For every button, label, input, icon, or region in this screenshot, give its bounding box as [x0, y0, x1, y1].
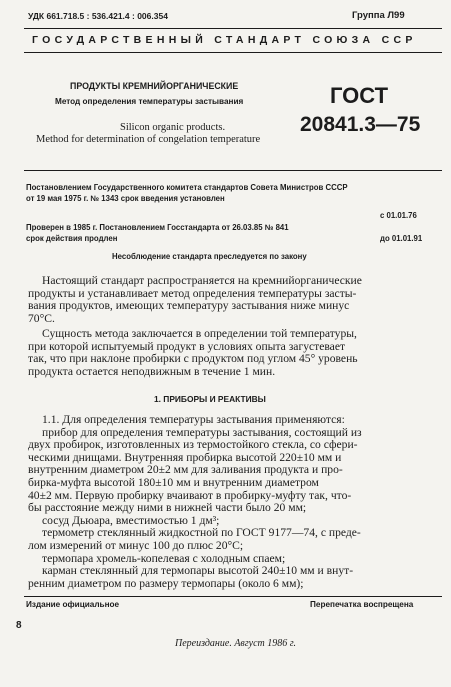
- legal-notice: Несоблюдение стандарта преследуется по закону: [112, 252, 307, 261]
- text-line: ческими днищами. Внутренняя пробирка высотой 220±10 мм и: [28, 450, 342, 464]
- reprint-forbidden: Перепечатка воспрещена: [310, 600, 414, 609]
- text-line: продукты и устанавливает метод определения температуры засты-: [28, 286, 357, 300]
- text-line: внутренним диаметром 20±2 мм для заливания продукта и про-: [28, 463, 343, 477]
- title-en-sub: Method for determination of congelation temperature: [36, 134, 261, 145]
- group-label: Группа Л99: [352, 10, 405, 21]
- text-line: двух пробирок, изготовленных из термостойкого стекла, со сфери-: [28, 438, 358, 452]
- title-ru-sub: Метод определения температуры застывания: [55, 97, 244, 106]
- text-line: прибор для определения температуры застывания, состоящий из: [42, 425, 362, 439]
- check-line-2: срок действия продлен: [26, 234, 118, 243]
- text-line: лом измерений от минус 100 до плюс 20°С;: [28, 538, 244, 552]
- text-line: 40±2 мм. Первую пробирку вчаивают в пробирку-муфту так, что-: [28, 488, 352, 502]
- footer-rule: [24, 596, 442, 597]
- gost-label: ГОСТ: [330, 83, 389, 108]
- text-line: карман стеклянный для термопары высотой 240±10 мм и внут-: [42, 564, 354, 578]
- title-ru-main: ПРОДУКТЫ КРЕМНИЙОРГАНИЧЕСКИЕ: [70, 81, 239, 91]
- text-line: при которой испытуемый продукт в условиях опыта загустевает: [28, 339, 346, 353]
- gost-number: 20841.3—75: [300, 113, 421, 136]
- text-line: 1.1. Для определения температуры застывания применяются:: [42, 413, 345, 426]
- text-line: Настоящий стандарт распространяется на кремнийорганические: [42, 274, 362, 287]
- text-line: Сущность метода заключается в определении той температуры,: [42, 327, 357, 340]
- text-line: бы расстояние между ними в нижней части было 20 мм;: [28, 501, 307, 515]
- intro-paragraph-2: [28, 328, 438, 378]
- official-edition: Издание официальное: [26, 600, 120, 609]
- decree-line-1: Постановлением Государственного комитета стандартов Совета Министров СССР: [26, 183, 348, 192]
- text-line: бирка-муфта высотой 180±10 мм и внутренним диаметром: [28, 475, 319, 489]
- banner-rule: [24, 52, 442, 53]
- text-line: сосуд Дьюара, вместимостью 1 дм³;: [42, 513, 220, 527]
- text-line: термометр стеклянный жидкостной по ГОСТ 9177—74, с преде-: [42, 526, 361, 540]
- text-line: ренним диаметром по размеру термопары (около 6 мм);: [28, 576, 304, 590]
- section-body: [28, 414, 438, 590]
- extended-date: до 01.01.91: [380, 234, 423, 243]
- text-line: термопара хромель-копелевая с холодным спаем;: [42, 551, 286, 565]
- top-rule: [24, 28, 442, 29]
- text-line: 70°С.: [28, 311, 55, 325]
- text-line: так, что при наклоне пробирки с продуктом под углом 45° уровень: [28, 352, 358, 366]
- text-line: продукта остается неподвижным в течение 1 мин.: [28, 364, 276, 378]
- udk-code: УДК 661.718.5 : 536.421.4 : 006.354: [28, 11, 168, 21]
- check-line-1: Проверен в 1985 г. Постановлением Госстандарта от 26.03.85 № 841: [26, 223, 289, 232]
- decree-line-2: от 19 мая 1975 г. № 1343 срок введения установлен: [26, 194, 225, 203]
- title-rule: [24, 170, 442, 171]
- text-line: вания продуктов, имеющих температуру застывания ниже минус: [28, 299, 350, 313]
- effective-date: с 01.01.76: [380, 211, 417, 220]
- section-heading: 1. ПРИБОРЫ И РЕАКТИВЫ: [154, 394, 266, 404]
- intro-paragraph-1: [28, 275, 438, 325]
- reprint-note: Переиздание. Август 1986 г.: [175, 638, 297, 649]
- page-number: 8: [16, 620, 22, 631]
- title-en-main: Silicon organic products.: [120, 122, 226, 133]
- standard-banner: ГОСУДАРСТВЕННЫЙ СТАНДАРТ СОЮЗА ССР: [32, 34, 417, 46]
